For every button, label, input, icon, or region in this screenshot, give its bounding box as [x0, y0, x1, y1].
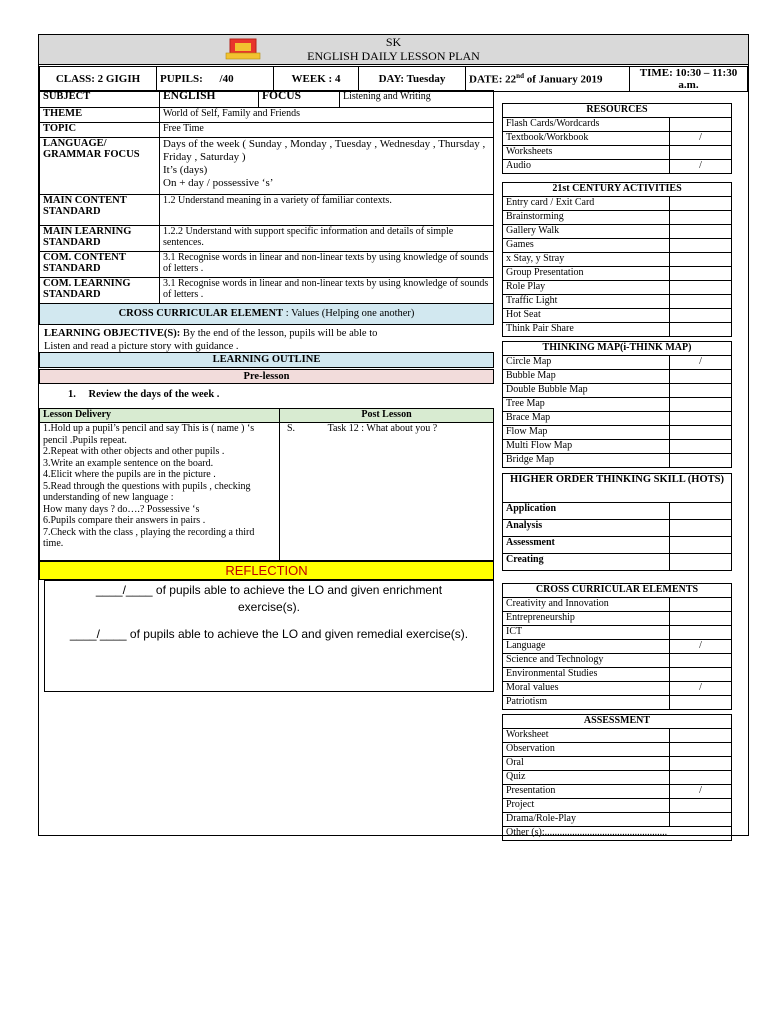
- reflection-remedial: ____/____ of pupils able to achieve the LO and given remedial exercise(s).: [69, 627, 469, 641]
- time-cell: TIME: 10:30 – 11:30 a.m.: [630, 67, 748, 92]
- resource-mark: [670, 118, 732, 132]
- resource-item: Worksheets: [503, 146, 670, 160]
- grammar-value: [160, 138, 494, 195]
- assessment-item: Quiz: [503, 771, 670, 785]
- thinking-mark: [670, 426, 732, 440]
- century-title: 21st CENTURY ACTIVITIES: [503, 183, 732, 197]
- century-mark: [670, 253, 732, 267]
- century-item: Think Pair Share: [503, 323, 670, 337]
- century-mark: [670, 295, 732, 309]
- focus-label: FOCUS: [259, 91, 340, 108]
- lesson-step: 4.Elicit where the pupils are in the picture .: [43, 469, 216, 480]
- cce-item: Science and Technology: [503, 654, 670, 668]
- century-item: Entry card / Exit Card: [503, 197, 670, 211]
- hots-item: Analysis: [503, 520, 670, 537]
- grammar-label: LANGUAGE/ GRAMMAR FOCUS: [40, 138, 160, 195]
- hots-mark: [670, 503, 732, 520]
- main-table: [39, 90, 494, 304]
- century-mark: [670, 323, 732, 337]
- reflection-box: [44, 580, 494, 692]
- mls-value: 1.2.2 Understand with support specific information and details of simple sentences.: [160, 226, 494, 252]
- ccs-label: COM. CONTENT STANDARD: [40, 252, 160, 278]
- lesson-step: 1.Hold up a pupil’s pencil and say This is ( name ) ‘s pencil .Pupils repeat.: [43, 423, 255, 446]
- resources-table: [502, 103, 732, 174]
- day-cell: DAY: Tuesday: [359, 67, 466, 92]
- thinking-mark: /: [670, 356, 732, 370]
- assessment-item: Observation: [503, 743, 670, 757]
- hots-mark: [670, 537, 732, 554]
- century-mark: [670, 309, 732, 323]
- cce-item: Environmental Studies: [503, 668, 670, 682]
- assessment-table: [502, 714, 732, 841]
- week-cell: WEEK : 4: [274, 67, 359, 92]
- date-cell: [466, 67, 630, 92]
- cce-item: Creativity and Innovation: [503, 598, 670, 612]
- assessment-title: ASSESSMENT: [503, 715, 732, 729]
- thinking-mark: [670, 370, 732, 384]
- assessment-item: Worksheet: [503, 729, 670, 743]
- assessment-mark: [670, 729, 732, 743]
- resources-title: RESOURCES: [503, 104, 732, 118]
- century-mark: [670, 211, 732, 225]
- mcs-label: MAIN CONTENT STANDARD: [40, 195, 160, 226]
- century-item: Brainstorming: [503, 211, 670, 225]
- subject-label: SUBJECT: [40, 91, 160, 108]
- century-item: Traffic Light: [503, 295, 670, 309]
- cce-mark: [670, 626, 732, 640]
- post-lesson-title: Post Lesson: [280, 409, 494, 423]
- assessment-item: Project: [503, 799, 670, 813]
- century-mark: [670, 239, 732, 253]
- cross-curricular-bar: [39, 303, 494, 325]
- hots-title: HIGHER ORDER THINKING SKILL (HOTS): [503, 474, 732, 503]
- assessment-mark: [670, 771, 732, 785]
- cce-mark: [670, 654, 732, 668]
- cce-item: Patriotism: [503, 696, 670, 710]
- lesson-step: 6.Pupils compare their answers in pairs .: [43, 515, 206, 526]
- cce-item: ICT: [503, 626, 670, 640]
- assessment-mark: /: [670, 785, 732, 799]
- hots-table: [502, 473, 732, 571]
- thinking-mark: [670, 440, 732, 454]
- century-mark: [670, 225, 732, 239]
- objective-text: By the end of the lesson, pupils will be able to: [180, 328, 378, 339]
- century-item: x Stay, y Stray: [503, 253, 670, 267]
- thinking-item: Multi Flow Map: [503, 440, 670, 454]
- thinking-item: Circle Map: [503, 356, 670, 370]
- grammar-days: Days of the week ( Sunday , Monday , Tuesday , Wednesday , Thursday , Friday , Saturday ): [163, 138, 486, 163]
- lesson-step: How many days ? do….? Possessive ‘s: [43, 503, 200, 515]
- lesson-step: 3.Write an example sentence on the board.: [43, 457, 214, 469]
- hots-mark: [670, 520, 732, 537]
- resource-item: Textbook/Workbook: [503, 132, 670, 146]
- hots-item: Assessment: [503, 537, 670, 554]
- lesson-steps: [40, 423, 280, 561]
- hots-mark: [670, 554, 732, 571]
- topic-label: TOPIC: [40, 123, 160, 138]
- reflection-enrichment: ____/____ of pupils able to achieve the LO and given enrichment exercise(s).: [95, 583, 443, 614]
- cce-mark: [670, 696, 732, 710]
- cce-table: [502, 583, 732, 710]
- century-mark: [670, 197, 732, 211]
- century-mark: [670, 281, 732, 295]
- mcs-value: 1.2 Understand meaning in a variety of familiar contexts.: [160, 195, 494, 226]
- pre-lesson-bar: Pre-lesson: [39, 369, 494, 384]
- cce-title: CROSS CURRICULAR ELEMENTS: [503, 584, 732, 598]
- assessment-other: Other (s):.................................................: [503, 827, 732, 841]
- resource-item: Audio: [503, 160, 670, 174]
- cce-mark: [670, 612, 732, 626]
- lesson-step: 2.Repeat with other objects and other pupils .: [43, 446, 225, 457]
- hots-item: Application: [503, 503, 670, 520]
- resource-item: Flash Cards/Wordcards: [503, 118, 670, 132]
- thinking-item: Double Bubble Map: [503, 384, 670, 398]
- pupils-total: /40: [219, 73, 234, 85]
- cce-mark: /: [670, 640, 732, 654]
- pre-lesson-item-number: 1.: [68, 389, 76, 400]
- century-item: Role Play: [503, 281, 670, 295]
- century-item: Gallery Walk: [503, 225, 670, 239]
- learning-objective: [44, 327, 489, 353]
- lesson-delivery-title: Lesson Delivery: [40, 409, 280, 423]
- century-item: Hot Seat: [503, 309, 670, 323]
- post-lesson-task: Task 12 : What about you ?: [327, 423, 438, 434]
- pupils-label: PUPILS:: [160, 73, 203, 85]
- ccs-value: 3.1 Recognise words in linear and non-linear texts by using knowledge of sounds of letters .: [160, 252, 494, 278]
- lesson-step: 7.Check with the class , playing the recording a third time.: [43, 526, 255, 549]
- resource-mark: /: [670, 160, 732, 174]
- date-ordinal: nd: [516, 72, 524, 81]
- topic-value: Free Time: [160, 123, 494, 138]
- resource-mark: /: [670, 132, 732, 146]
- assessment-item: Drama/Role-Play: [503, 813, 670, 827]
- cce-item: Moral values: [503, 682, 670, 696]
- thinking-item: Bubble Map: [503, 370, 670, 384]
- lesson-table: [39, 408, 494, 561]
- objective-label: LEARNING OBJECTIVE(S):: [44, 328, 181, 339]
- assessment-mark: [670, 799, 732, 813]
- thinking-mark: [670, 454, 732, 468]
- pre-lesson-item-text: Review the days of the week .: [88, 389, 220, 400]
- page-title: ENGLISH DAILY LESSON PLAN: [307, 49, 480, 63]
- grammar-its: It’s (days): [163, 164, 208, 176]
- subject-value: ENGLISH: [160, 91, 259, 108]
- assessment-item: Presentation: [503, 785, 670, 799]
- thinking-item: Bridge Map: [503, 454, 670, 468]
- thinking-map-title: THINKING MAP(i-THINK MAP): [503, 342, 732, 356]
- theme-value: World of Self, Family and Friends: [160, 108, 494, 123]
- pre-lesson-item: [68, 389, 219, 400]
- date-prefix: DATE: 22: [469, 73, 517, 86]
- cross-curricular-value: : Values (Helping one another): [283, 308, 415, 319]
- class-cell: CLASS: 2 GIGIH: [40, 67, 157, 92]
- mls-label: MAIN LEARNING STANDARD: [40, 226, 160, 252]
- school-label: SK: [385, 35, 402, 49]
- school-crest-icon: [224, 37, 262, 63]
- cce-mark: [670, 598, 732, 612]
- cls-label: COM. LEARNING STANDARD: [40, 278, 160, 304]
- thinking-mark: [670, 384, 732, 398]
- cls-value: 3.1 Recognise words in linear and non-linear texts by using knowledge of sounds of letters .: [160, 278, 494, 304]
- thinking-map-table: [502, 341, 732, 468]
- resource-mark: [670, 146, 732, 160]
- reflection-title: REFLECTION: [39, 561, 494, 580]
- century-item: Games: [503, 239, 670, 253]
- century-item: Group Presentation: [503, 267, 670, 281]
- post-lesson-s: S.: [287, 423, 296, 434]
- focus-value: Listening and Writing: [340, 91, 494, 108]
- century-mark: [670, 267, 732, 281]
- cce-mark: [670, 668, 732, 682]
- cce-mark: /: [670, 682, 732, 696]
- century-table: [502, 182, 732, 337]
- learning-outline-bar: LEARNING OUTLINE: [39, 352, 494, 368]
- hots-item: Creating: [503, 554, 670, 571]
- cross-curricular-label: CROSS CURRICULAR ELEMENT: [118, 308, 284, 319]
- thinking-item: Flow Map: [503, 426, 670, 440]
- cce-item: Language: [503, 640, 670, 654]
- theme-label: THEME: [40, 108, 160, 123]
- objective-line2: Listen and read a picture story with guidance .: [44, 341, 239, 352]
- header: [39, 35, 748, 65]
- date-suffix: of January 2019: [523, 73, 603, 86]
- assessment-mark: [670, 813, 732, 827]
- lesson-step: 5.Read through the questions with pupils , checking understanding of new language :: [43, 480, 251, 503]
- post-lesson-cell: [280, 423, 494, 561]
- assessment-mark: [670, 757, 732, 771]
- grammar-possessive: On + day / possessive ‘s’: [163, 177, 274, 189]
- cce-item: Entrepreneurship: [503, 612, 670, 626]
- assessment-item: Oral: [503, 757, 670, 771]
- thinking-item: Tree Map: [503, 398, 670, 412]
- assessment-mark: [670, 743, 732, 757]
- pupils-cell: [157, 67, 274, 92]
- thinking-mark: [670, 412, 732, 426]
- thinking-item: Brace Map: [503, 412, 670, 426]
- info-row: [39, 66, 748, 92]
- thinking-mark: [670, 398, 732, 412]
